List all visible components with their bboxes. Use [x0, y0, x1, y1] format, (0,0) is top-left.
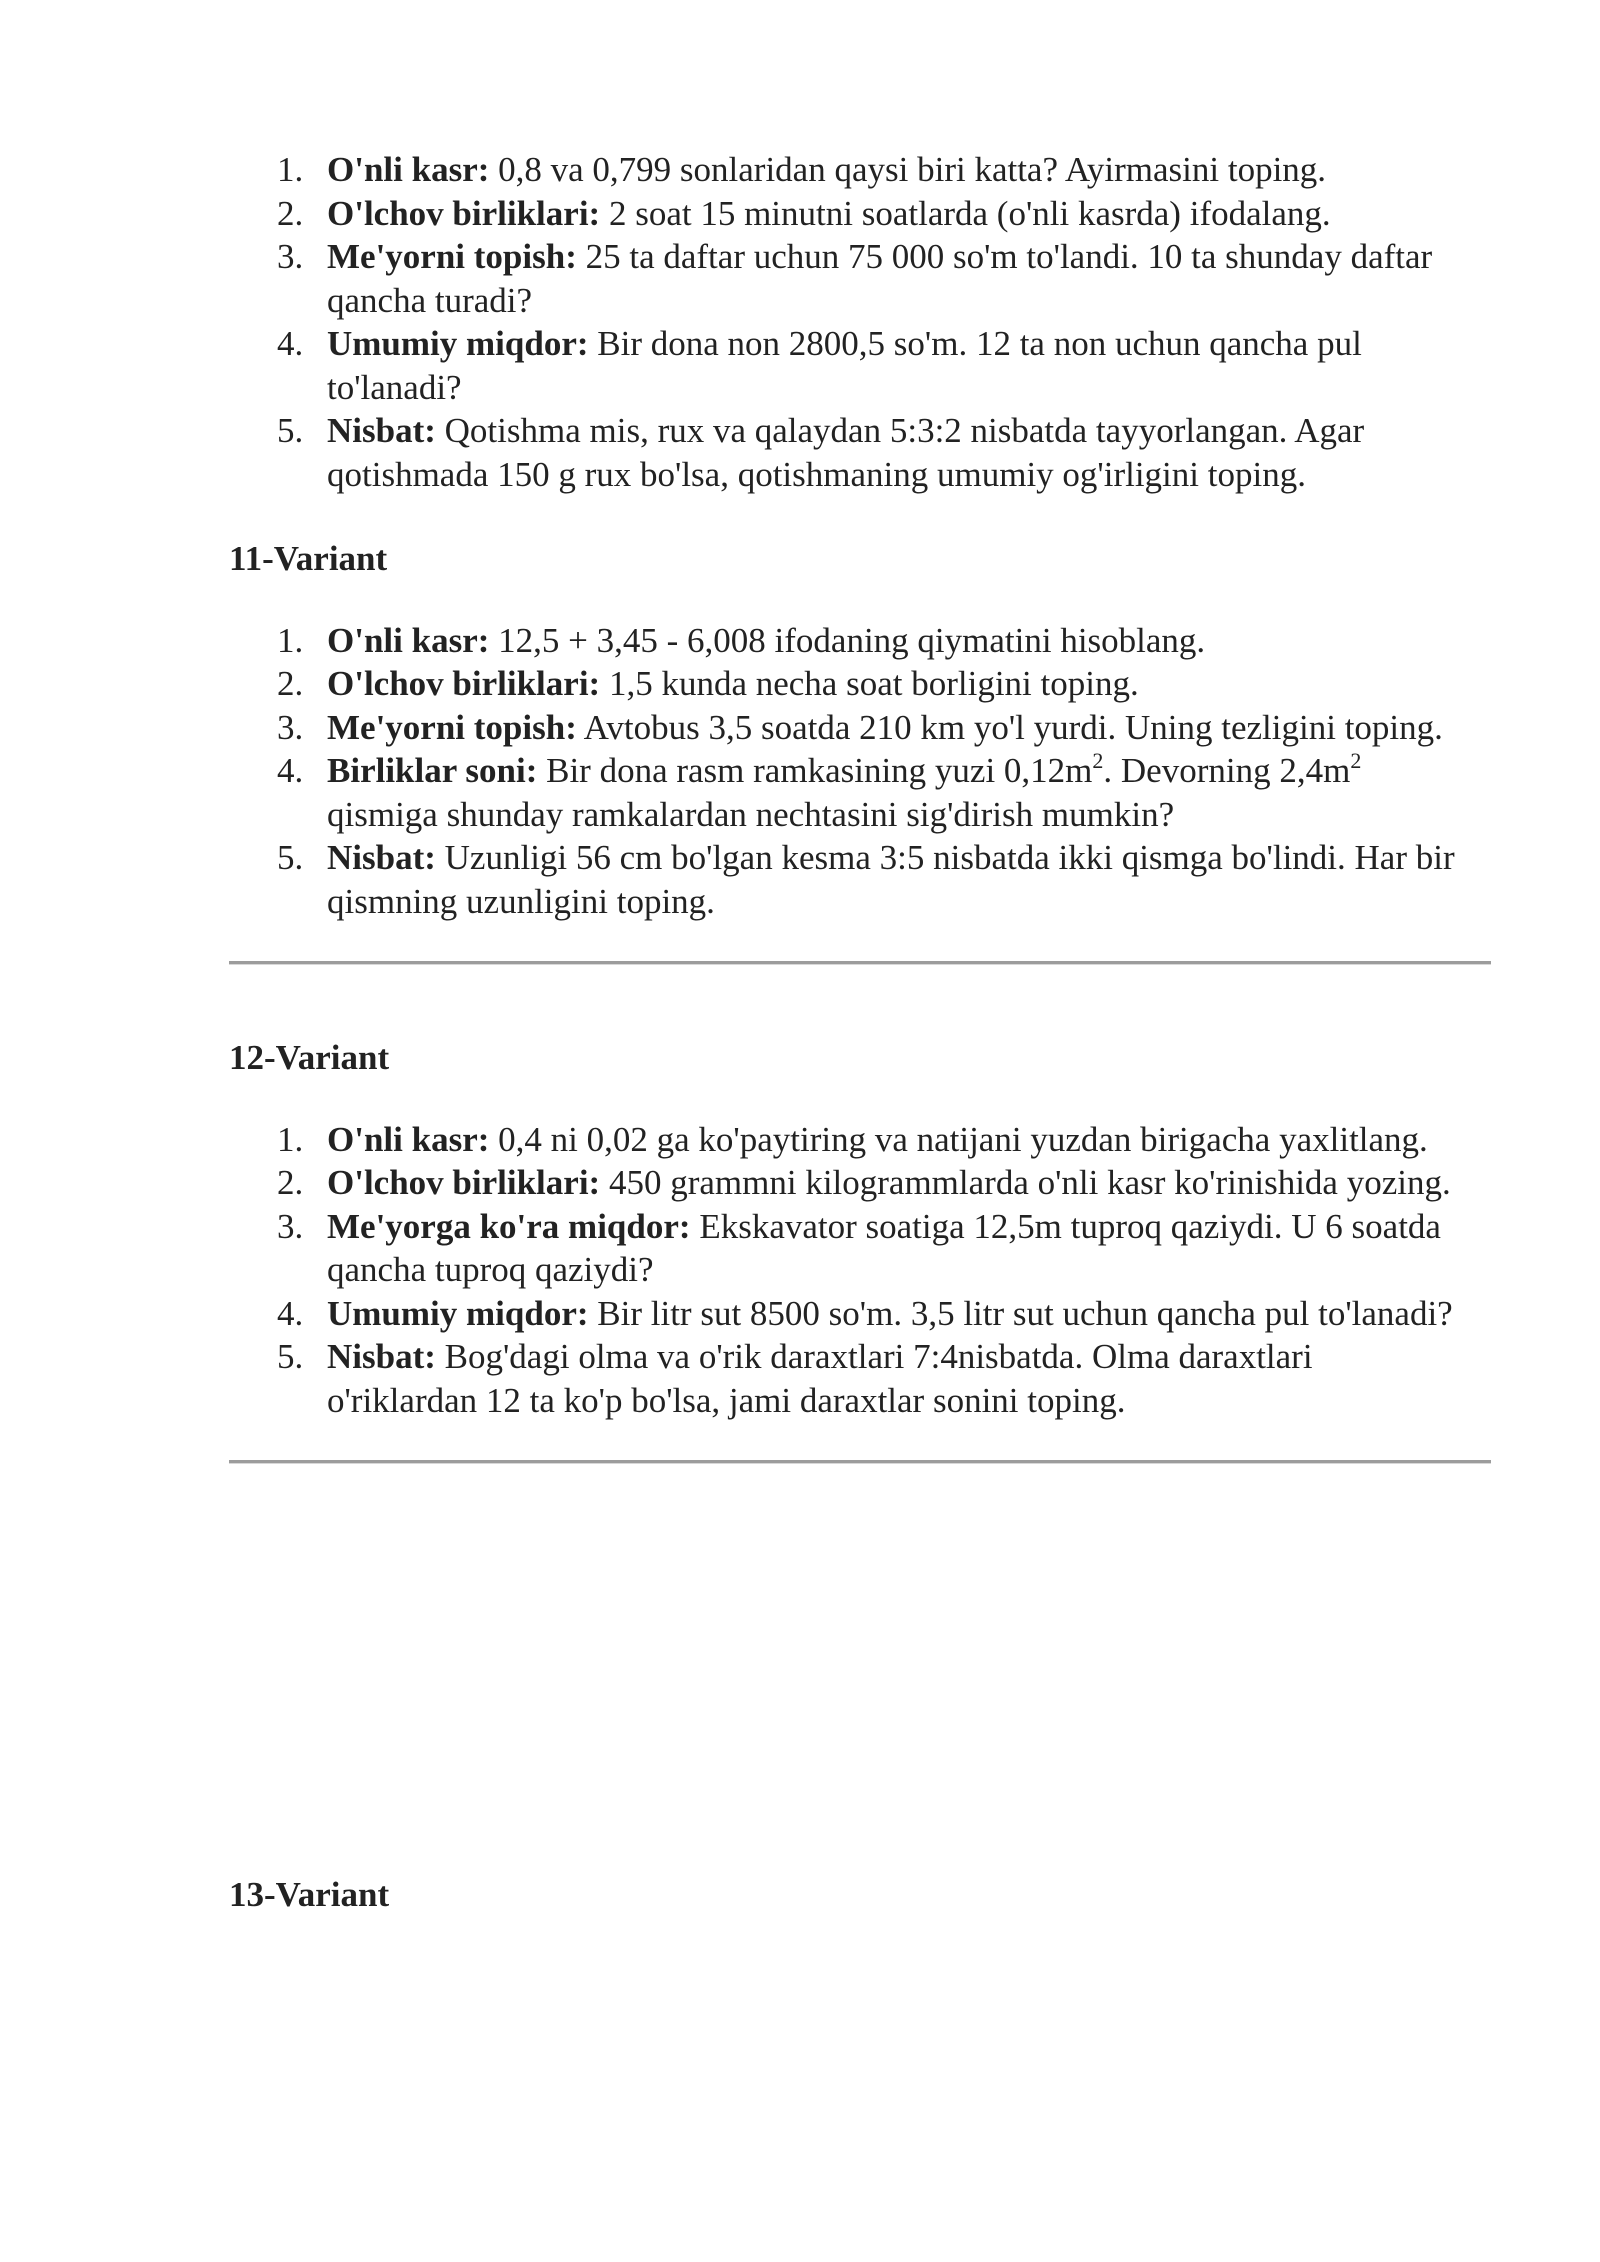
item-number: 4.	[277, 324, 304, 363]
item-number: 1.	[277, 620, 304, 660]
item-topic: O'lchov birliklari:	[327, 664, 601, 703]
item-text: 450 grammni kilogrammlarda o'nli kasr ko'rinishida yozing.	[600, 1163, 1451, 1202]
item-text: 12,5 + 3,45 - 6,008 ifodaning qiymatini hisoblang.	[489, 620, 1206, 660]
list-item	[229, 749, 1457, 836]
list-item	[229, 619, 1457, 663]
item-number: 3.	[277, 1206, 304, 1246]
item-number: 3.	[277, 237, 304, 276]
superscript: 2	[1092, 748, 1104, 773]
horizontal-divider	[229, 1460, 1491, 1464]
list-item	[229, 322, 1457, 409]
item-number: 5.	[277, 411, 304, 450]
item-topic: Birliklar soni:	[327, 751, 538, 790]
variant-title: 11-Variant	[229, 539, 388, 578]
item-topic: Nisbat:	[327, 838, 436, 877]
item-topic: Me'yorni topish:	[327, 707, 577, 747]
item-text: Bog'dagi olma va o'rik daraxtlari 7:4nisbatda. Olma daraxtlari o'riklardan 12 ta ko'p bo'lsa, jami daraxtlar sonini toping.	[327, 1337, 1313, 1420]
item-text: Ekskavator soatiga 12,5m tuproq qaziydi. U 6 soatda qancha tuproq qaziydi?	[327, 1206, 1441, 1289]
list-item	[229, 1118, 1457, 1162]
list-item	[229, 235, 1457, 322]
item-topic: Me'yorga ko'ra miqdor:	[327, 1206, 691, 1246]
item-topic: O'nli kasr:	[327, 1119, 490, 1159]
item-text: qismiga shunday ramkalardan nechtasini sig'dirish mumkin?	[327, 794, 1175, 834]
item-number: 3.	[277, 707, 304, 747]
item-text: . Devorning 2,4m	[1103, 751, 1351, 790]
item-number: 5.	[277, 1337, 304, 1376]
item-text: 25 ta daftar uchun 75 000 so'm to'landi. 10 ta shunday daftar qancha turadi?	[327, 237, 1433, 320]
horizontal-divider	[229, 961, 1491, 965]
item-topic: Me'yorni topish:	[327, 237, 577, 276]
variant-title: 12-Variant	[229, 1038, 390, 1077]
item-text: Bir dona non 2800,5 so'm. 12 ta non uchun qancha pul to'lanadi?	[327, 324, 1362, 407]
list-item	[229, 1161, 1457, 1205]
list-item	[229, 706, 1457, 750]
list-item	[229, 836, 1457, 923]
item-text: 0,4 ni 0,02 ga ko'paytiring va natijani yuzdan birigacha yaxlitlang.	[489, 1119, 1428, 1159]
item-number: 2.	[277, 1163, 304, 1202]
item-text: Bir litr sut 8500 so'm. 3,5 litr sut uchun qancha pul to'lanadi?	[588, 1293, 1453, 1333]
problem-list	[229, 1118, 1491, 1423]
item-number: 4.	[277, 751, 304, 790]
list-item	[229, 662, 1457, 706]
item-number: 2.	[277, 664, 304, 703]
list-item	[229, 148, 1457, 192]
item-topic: O'nli kasr:	[327, 150, 490, 189]
item-topic: O'lchov birliklari:	[327, 1163, 601, 1202]
item-topic: Umumiy miqdor:	[327, 324, 589, 363]
superscript: 2	[1350, 748, 1362, 773]
item-text: Uzunligi 56 cm bo'lgan kesma 3:5 nisbatda ikki qismga bo'lindi. Har bir qismning uzunligini toping.	[327, 838, 1455, 921]
problem-list	[229, 619, 1491, 924]
document-page	[229, 148, 1491, 1917]
item-number: 2.	[277, 193, 304, 233]
item-topic: Nisbat:	[327, 1337, 436, 1376]
item-number: 1.	[277, 150, 304, 189]
item-number: 5.	[277, 838, 304, 877]
item-text: Qotishma mis, rux va qalaydan 5:3:2 nisbatda tayyorlangan. Agar qotishmada 150 g rux bo'lsa, qotishmaning umumiy og'irligini toping.	[327, 411, 1365, 494]
item-topic: O'lchov birliklari:	[327, 193, 601, 233]
list-item	[229, 192, 1457, 236]
problem-list	[229, 148, 1491, 496]
item-text: Avtobus 3,5 soatda 210 km yo'l yurdi. Uning tezligini toping.	[576, 707, 1443, 747]
item-text: 1,5 kunda necha soat borligini toping.	[600, 664, 1139, 703]
list-item	[229, 409, 1457, 496]
list-item	[229, 1205, 1457, 1292]
list-item	[229, 1292, 1457, 1336]
item-topic: Nisbat:	[327, 411, 436, 450]
item-text: Bir dona rasm ramkasining yuzi 0,12m	[537, 751, 1093, 790]
item-topic: Umumiy miqdor:	[327, 1293, 589, 1333]
item-topic: O'nli kasr:	[327, 620, 490, 660]
item-text: 2 soat 15 minutni soatlarda (o'nli kasrda) ifodalang.	[600, 193, 1331, 233]
item-text: 0,8 va 0,799 sonlaridan qaysi biri katta? Ayirmasini toping.	[489, 150, 1327, 189]
item-number: 4.	[277, 1293, 304, 1333]
item-number: 1.	[277, 1119, 304, 1159]
variant-title: 13-Variant	[229, 1875, 390, 1914]
list-item	[229, 1335, 1457, 1422]
